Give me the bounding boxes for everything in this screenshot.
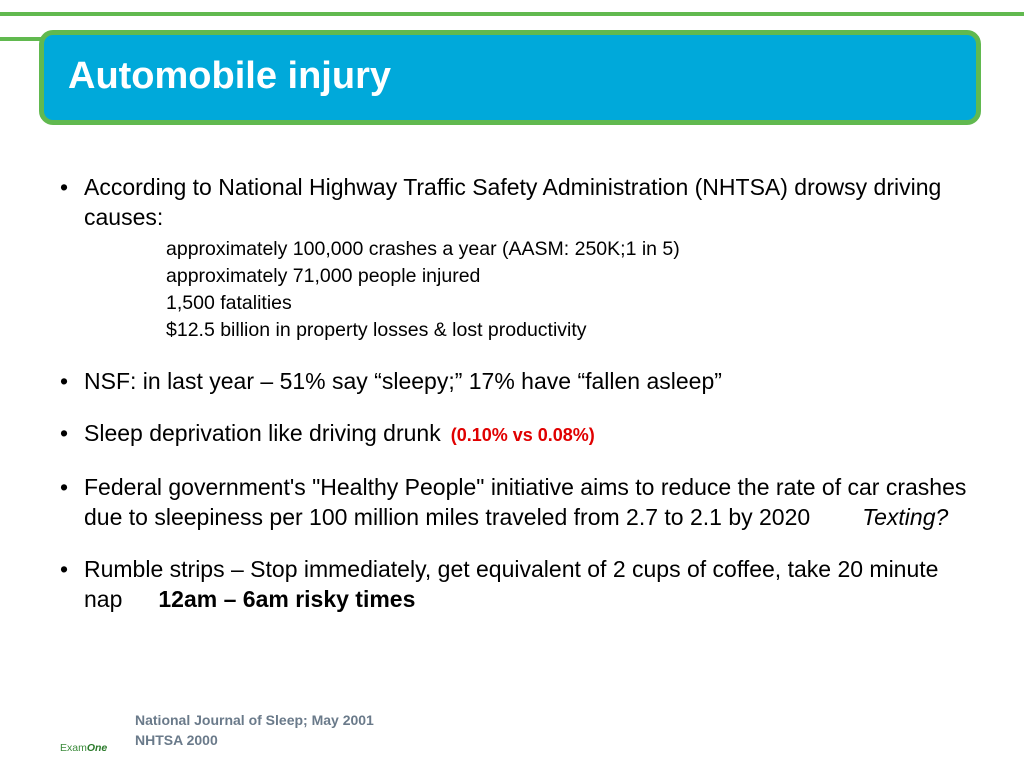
logo-text-exam: Exam: [60, 742, 87, 754]
bullet-dot: •: [60, 474, 69, 500]
bullet-item: [60, 554, 980, 614]
sub-item: $12.5 billion in property losses & lost productivity: [166, 319, 587, 341]
bullet-item: [60, 366, 980, 396]
source-line: NHTSA 2000: [135, 732, 218, 748]
bullet-dot: •: [60, 174, 69, 200]
bold-note: 12am – 6am risky times: [158, 586, 416, 612]
examone-logo: [60, 742, 107, 754]
slide-content: [60, 172, 980, 630]
sub-item: approximately 71,000 people injured: [166, 265, 481, 287]
italic-note: Texting?: [862, 504, 949, 530]
sub-list: [166, 236, 980, 344]
title-banner: [39, 30, 981, 125]
bullet-dot: •: [60, 420, 69, 446]
sub-item: 1,500 fatalities: [166, 292, 292, 314]
bullet-dot: •: [60, 556, 69, 582]
bullet-text: NSF: in last year – 51% say “sleepy;” 17% have “fallen asleep”: [84, 368, 722, 394]
bullet-text: Federal government's "Healthy People" initiative aims to reduce the rate of car crashes due to sleepiness per 100 million miles traveled from 2.7 to 2.1 by 2020: [84, 474, 967, 530]
bullet-text: According to National Highway Traffic Safety Administration (NHTSA) drowsy driving causes:: [84, 174, 942, 230]
source-line: National Journal of Sleep; May 2001: [135, 712, 374, 728]
bullet-item: [60, 472, 980, 532]
slide-title: Automobile injury: [68, 55, 391, 97]
bullet-text: Sleep deprivation like driving drunk: [84, 420, 441, 446]
bullet-text: Rumble strips – Stop immediately, get equivalent of 2 cups of coffee, take 20 minute nap: [84, 556, 939, 612]
bullet-item: [60, 172, 980, 344]
decorative-green-line-top: [0, 12, 1024, 16]
sub-item: approximately 100,000 crashes a year (AASM: 250K;1 in 5): [166, 238, 680, 260]
logo-text-one: One: [86, 742, 108, 754]
red-note: (0.10% vs 0.08%): [450, 425, 595, 445]
sources: [135, 710, 374, 750]
bullet-dot: •: [60, 368, 69, 394]
bullet-item: [60, 418, 980, 450]
